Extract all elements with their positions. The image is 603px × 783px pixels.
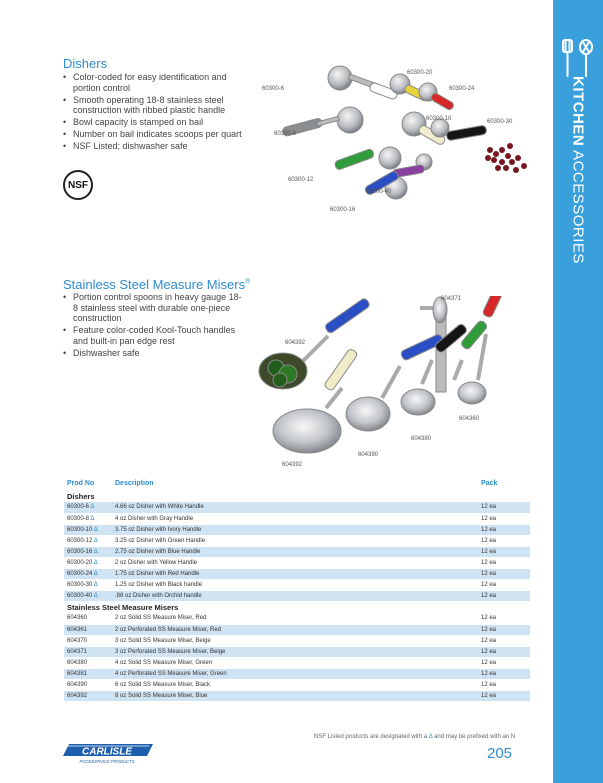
photo-code: 604371 xyxy=(441,296,462,302)
prod-no: 604390 xyxy=(67,681,88,688)
dishers-photo xyxy=(262,62,552,220)
cell-description: 2 oz Solid SS Measure Miser, Red xyxy=(112,613,478,624)
prod-no: 60300-20 xyxy=(67,559,93,566)
misers-bullets xyxy=(63,292,243,360)
cell-pack: 12 ea xyxy=(478,635,530,646)
prod-no: 60300-30 xyxy=(67,581,93,588)
cell-pack: 12 ea xyxy=(478,513,530,524)
table-row xyxy=(64,524,530,535)
prod-no: 604360 xyxy=(67,615,88,622)
photo-code: 604392 xyxy=(282,462,303,468)
dishers-bullet: • Number on bail indicates scoops per quart xyxy=(63,129,253,140)
nsf-delta-mark: Δ xyxy=(93,592,98,599)
cell-prod-no xyxy=(64,535,112,546)
cell-pack: 12 ea xyxy=(478,624,530,635)
misers-bullet: • Portion control spoons in heavy gauge 18-8 stainless steel with durable one-piece construction xyxy=(63,292,243,324)
table-row xyxy=(64,546,530,557)
cell-description: .88 oz Disher with Orchid handle xyxy=(112,590,478,601)
cell-pack: 12 ea xyxy=(478,613,530,624)
cell-pack: 12 ea xyxy=(478,668,530,679)
table-row xyxy=(64,513,530,524)
cell-prod-no xyxy=(64,502,112,513)
photo-code: 60300-6 xyxy=(262,86,285,92)
cell-prod-no xyxy=(64,624,112,635)
photo-code: 60300-8 xyxy=(274,131,297,137)
cell-prod-no xyxy=(64,546,112,557)
cell-description: 8 oz Solid SS Measure Miser, Blue xyxy=(112,690,478,701)
photo-code: 60300-20 xyxy=(407,70,433,76)
footnote-post: and may be prefixed with an N xyxy=(434,734,516,740)
cell-pack: 12 ea xyxy=(478,690,530,701)
prod-no: 60300-8 xyxy=(67,515,90,522)
cell-prod-no xyxy=(64,635,112,646)
misers-title xyxy=(63,277,250,292)
table-group-row xyxy=(64,490,530,502)
cell-pack: 12 ea xyxy=(478,657,530,668)
nsf-delta-mark: Δ xyxy=(93,537,98,544)
photo-code: 60300-40 xyxy=(366,189,392,195)
carlisle-logo xyxy=(63,742,156,766)
table-row xyxy=(64,557,530,568)
cell-pack: 12 ea xyxy=(478,579,530,590)
table-row xyxy=(64,690,530,701)
dishers-bullet: • Color-coded for easy identification and portion control xyxy=(63,72,253,93)
table-row xyxy=(64,568,530,579)
product-table xyxy=(64,477,530,702)
cell-pack: 12 ea xyxy=(478,535,530,546)
cell-description: 1.75 oz Disher with Red Handle xyxy=(112,568,478,579)
photo-code: 604360 xyxy=(459,416,480,422)
nsf-delta-mark: Δ xyxy=(93,559,98,566)
misers-bullet: • Dishwasher safe xyxy=(63,348,243,359)
nsf-footnote xyxy=(314,734,515,740)
cell-pack: 12 ea xyxy=(478,546,530,557)
cell-description: 4 oz Solid SS Measure Miser, Green xyxy=(112,657,478,668)
header-prod-no: Prod No xyxy=(67,480,95,487)
prod-no: 60300-6 xyxy=(67,504,90,511)
cell-description: 3.75 oz Disher with Ivory Handle xyxy=(112,524,478,535)
cell-prod-no xyxy=(64,557,112,568)
prod-no: 60300-24 xyxy=(67,570,93,577)
photo-code: 60300-12 xyxy=(288,177,314,183)
table-row xyxy=(64,646,530,657)
misers-photo xyxy=(250,296,512,466)
table-row xyxy=(64,624,530,635)
logo-name: CARLISLE xyxy=(82,746,132,758)
side-tab-label xyxy=(570,76,587,264)
table-header-row xyxy=(64,477,530,490)
prod-no: 60300-16 xyxy=(67,548,93,555)
dishers-title: Dishers xyxy=(63,56,108,71)
cell-description: 4 oz Disher with Gray Handle xyxy=(112,513,478,524)
table-row xyxy=(64,502,530,513)
cell-prod-no xyxy=(64,513,112,524)
cell-description: 3.25 oz Disher with Green Handle xyxy=(112,535,478,546)
header-pack: Pack xyxy=(481,480,498,487)
nsf-delta-mark: Δ xyxy=(93,581,98,588)
photo-code: 604390 xyxy=(358,452,379,458)
cell-description: 2.75 oz Disher with Blue Handle xyxy=(112,546,478,557)
table-row xyxy=(64,535,530,546)
registered-mark: ® xyxy=(245,278,251,286)
cell-pack: 12 ea xyxy=(478,524,530,535)
cell-pack: 12 ea xyxy=(478,679,530,690)
cell-description: 2 oz Disher with Yellow Handle xyxy=(112,557,478,568)
prod-no: 60300-12 xyxy=(67,537,93,544)
table-row xyxy=(64,668,530,679)
cell-prod-no xyxy=(64,590,112,601)
photo-code: 604392 xyxy=(285,340,306,346)
cell-description: 3 oz Solid SS Measure Miser, Beige xyxy=(112,635,478,646)
photo-code: 60300-24 xyxy=(449,86,475,92)
photo-code: 604380 xyxy=(411,436,432,442)
cell-prod-no xyxy=(64,646,112,657)
prod-no: 60300-40 xyxy=(67,592,93,599)
cell-pack: 12 ea xyxy=(478,590,530,601)
table-row xyxy=(64,590,530,601)
table-row xyxy=(64,657,530,668)
prod-no: 60300-10 xyxy=(67,526,93,533)
photo-code: 60300-10 xyxy=(426,116,452,122)
cell-pack: 12 ea xyxy=(478,568,530,579)
nsf-logo: NSF xyxy=(63,170,93,200)
cell-prod-no xyxy=(64,690,112,701)
utensils-icon xyxy=(560,38,596,78)
nsf-delta-mark: Δ xyxy=(428,734,433,740)
header-description: Description xyxy=(115,480,154,487)
prod-no: 604361 xyxy=(67,626,88,633)
cell-prod-no xyxy=(64,613,112,624)
misers-title-text: Stainless Steel Measure Misers xyxy=(63,277,246,292)
table-row xyxy=(64,579,530,590)
table-row xyxy=(64,679,530,690)
nsf-delta-mark: Δ xyxy=(93,570,98,577)
nsf-delta-mark: Δ xyxy=(93,526,98,533)
dishers-bullet: • NSF Listed; dishwasher safe xyxy=(63,141,253,152)
cell-prod-no xyxy=(64,668,112,679)
cell-prod-no xyxy=(64,679,112,690)
cell-description: 6 oz Solid SS Measure Miser, Black xyxy=(112,679,478,690)
dishers-bullet: • Smooth operating 18-8 stainless steel construction with ribbed plastic handle xyxy=(63,95,253,116)
photo-code: 60300-16 xyxy=(330,207,356,213)
footnote-pre: NSF Listed products are designated with a xyxy=(314,734,428,740)
dishers-bullets xyxy=(63,72,253,153)
cell-prod-no xyxy=(64,579,112,590)
table-row xyxy=(64,613,530,624)
page-number: 205 xyxy=(487,745,513,762)
prod-no: 604371 xyxy=(67,648,88,655)
cell-pack: 12 ea xyxy=(478,646,530,657)
prod-no: 604392 xyxy=(67,692,88,699)
cell-description: 3 oz Perforated SS Measure Miser, Beige xyxy=(112,646,478,657)
cell-pack: 12 ea xyxy=(478,557,530,568)
photo-code: 60300-30 xyxy=(487,119,513,125)
cell-description: 4 oz Perforated SS Measure Miser, Green xyxy=(112,668,478,679)
prod-no: 604381 xyxy=(67,670,88,677)
table-body xyxy=(64,490,530,701)
nsf-delta-mark: Δ xyxy=(90,515,95,522)
prod-no: 604380 xyxy=(67,659,88,666)
cell-prod-no xyxy=(64,524,112,535)
table-group-row xyxy=(64,601,530,613)
table-row xyxy=(64,635,530,646)
side-tab-word2: ACCESSORIES xyxy=(569,150,587,264)
group-name: Stainless Steel Measure Misers xyxy=(67,602,179,612)
cell-prod-no xyxy=(64,657,112,668)
cell-pack: 12 ea xyxy=(478,502,530,513)
prod-no: 604370 xyxy=(67,637,88,644)
logo-sub: FOODSERVICE PRODUCTS xyxy=(79,759,135,764)
nsf-delta-mark: Δ xyxy=(90,504,95,511)
side-tab-word1: KITCHEN xyxy=(569,76,587,147)
group-name: Dishers xyxy=(67,491,95,501)
dishers-bullet: • Bowl capacity is stamped on bail xyxy=(63,117,253,128)
cell-prod-no xyxy=(64,568,112,579)
cell-description: 4.66 oz Disher with White Handle xyxy=(112,502,478,513)
cell-description: 2 oz Perforated SS Measure Miser, Red xyxy=(112,624,478,635)
cell-description: 1.25 oz Disher with Black handle xyxy=(112,579,478,590)
nsf-delta-mark: Δ xyxy=(93,548,98,555)
misers-bullet: • Feature color-coded Kool-Touch handles and built-in pan edge rest xyxy=(63,325,243,346)
